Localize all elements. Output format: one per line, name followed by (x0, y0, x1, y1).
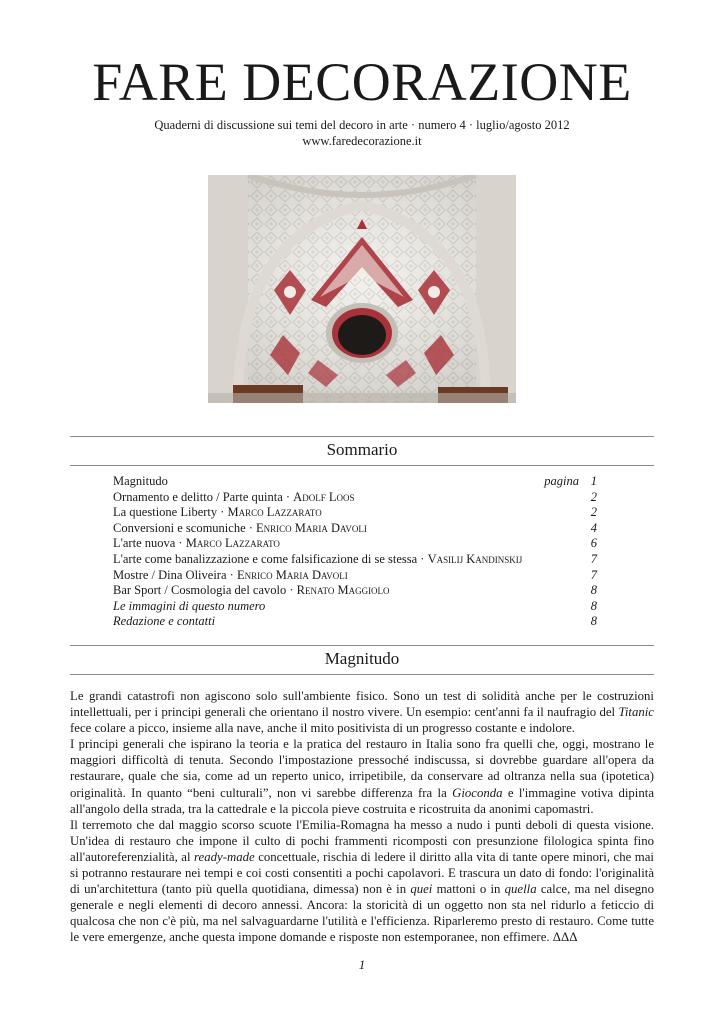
toc-entry-author: Vasilij Kandinskij (427, 551, 523, 566)
toc-pagina-label: pagina (544, 474, 579, 488)
toc-entry-title: Ornamento e delitto / Parte quinta · (113, 489, 294, 504)
toc-entry-author: Enrico Maria Davoli (256, 520, 367, 535)
toc-entry[interactable] (113, 599, 597, 615)
toc-entry-title: L'arte come banalizzazione e come falsificazione di se stessa · (113, 551, 428, 566)
toc-entry[interactable] (113, 474, 597, 490)
toc-entry-title: Redazione e contatti (113, 614, 216, 629)
toc-entry-author: Marco Lazzarato (185, 536, 280, 551)
decorated-ceiling-photo (208, 175, 516, 403)
toc-entry[interactable] (113, 490, 597, 506)
toc-entry-title: La questione Liberty · (113, 505, 228, 520)
masthead-website: www.faredecorazione.it (302, 134, 422, 148)
toc-entry[interactable] (113, 568, 597, 584)
toc-entry[interactable] (113, 536, 597, 552)
article-paragraph: Il terremoto che dal maggio scorso scuote l'Emilia-Romagna ha messo a nudo i punti deboli di questa visione. Un'idea di restauro che impone il culto di pochi frammenti ricomposti con presunzione filologica spinta fino all'autoreferenzialità, al ready-made concettuale, rischia di ledere il diritto alla vita di tante opere minori, che mai si potranno restaurare nei tempi e coi costi consentiti a pochi capolavori. E trascura un dato di fondo: l'originalità di un'architettura (tanto più quella quotidiana, dimessa) non è in quei mattoni o in quella calce, ma nel disegno generale e negli elementi di decoro annessi. Ancora: la storicità di un oggetto non sta nel ridurlo a feticcio di qualcosa che non c'è più, ma nel salvaguardarne l'utilità e l'efficienza. Riparleremo presto di restauro. Come tutte le vere emergenze, anche questa impone domande e risposte non estemporanee, non effimere. ΔΔΔ (70, 817, 654, 945)
toc-entry-page: 8 (590, 614, 597, 629)
toc-entry[interactable] (113, 614, 597, 630)
emphasis: Gioconda (452, 785, 503, 800)
toc-entry-title: Bar Sport / Cosmologia del cavolo · (113, 583, 297, 598)
toc-entry-author: Enrico Maria Davoli (236, 567, 348, 582)
toc-entry-page: 8 (590, 598, 597, 613)
toc-heading: Sommario (326, 440, 398, 459)
article-bottom-rule (70, 674, 654, 675)
toc-entry-author: Adolf Loos (293, 489, 355, 504)
emphasis: ready-made (194, 849, 255, 864)
toc-entry-author: Marco Lazzarato (227, 505, 322, 520)
article-top-rule (70, 645, 654, 646)
table-of-contents (113, 474, 597, 630)
toc-entry[interactable] (113, 552, 597, 568)
page-number: 1 (358, 957, 366, 972)
toc-entry-title: Magnitudo (113, 474, 168, 488)
masthead-subtitle: Quaderni di discussione sui temi del decoro in arte · numero 4 · luglio/agosto 2012 (154, 118, 570, 132)
toc-top-rule (70, 436, 654, 437)
emphasis: quella (504, 882, 537, 897)
toc-entry-page: 7 (590, 551, 597, 566)
article-body (70, 688, 654, 946)
toc-entry-page: 4 (590, 520, 597, 535)
toc-entry-page: 8 (590, 583, 597, 598)
toc-entry-author: Renato Maggiolo (296, 583, 390, 598)
toc-entry[interactable] (113, 505, 597, 521)
toc-entry-page: 2 (590, 489, 597, 504)
emphasis: quei (410, 882, 433, 897)
toc-entry-title: Mostre / Dina Oliveira · (113, 567, 237, 582)
toc-entry-page: 7 (590, 567, 597, 582)
toc-entry[interactable] (113, 521, 597, 537)
toc-entry-title: L'arte nuova · (113, 536, 186, 551)
toc-entry-page: 6 (590, 536, 597, 551)
masthead-title: FARE DECORAZIONE (92, 52, 632, 112)
toc-entry-title: Conversioni e scomuniche · (113, 520, 257, 535)
article-heading: Magnitudo (324, 649, 400, 668)
toc-entry-title: Le immagini di questo numero (113, 598, 266, 613)
toc-entry-page: 2 (590, 505, 597, 520)
toc-entry[interactable] (113, 583, 597, 599)
toc-entry-page: 1 (590, 474, 597, 488)
emphasis: Titanic (618, 705, 654, 720)
cover-photo (208, 175, 516, 403)
article-paragraph: I principi generali che ispirano la teoria e la pratica del restauro in Italia sono fra quelli che, oggi, mostrano le maggiori difficoltà di tenuta. Secondo l'impostazione pressoché indiscussa, si dovrebbe guardare all'opera da restaurare, quale che sia, come ad un reperto unico, irripetibile, da conservare ad oltranza nella sua (ipotetica) originalità. In quanto “beni culturali”, non vi sarebbe differenza fra la Gioconda e l'immagine votiva dipinta all'angolo della strada, tra la cattedrale e la piccola pieve costruita e ricostruita da anonimi capomastri. (70, 737, 654, 816)
article-paragraph: Le grandi catastrofi non agiscono solo sull'ambiente fisico. Sono un test di solidità anche per le costruzioni intellettuali, per i principi generali che orientano il nostro vivere. Un esempio: cent'anni fa il naufragio del Titanic fece colare a picco, insieme alla nave, anche il mito positivista di un progresso costante e indolore. (70, 689, 654, 736)
toc-bottom-rule (70, 465, 654, 466)
